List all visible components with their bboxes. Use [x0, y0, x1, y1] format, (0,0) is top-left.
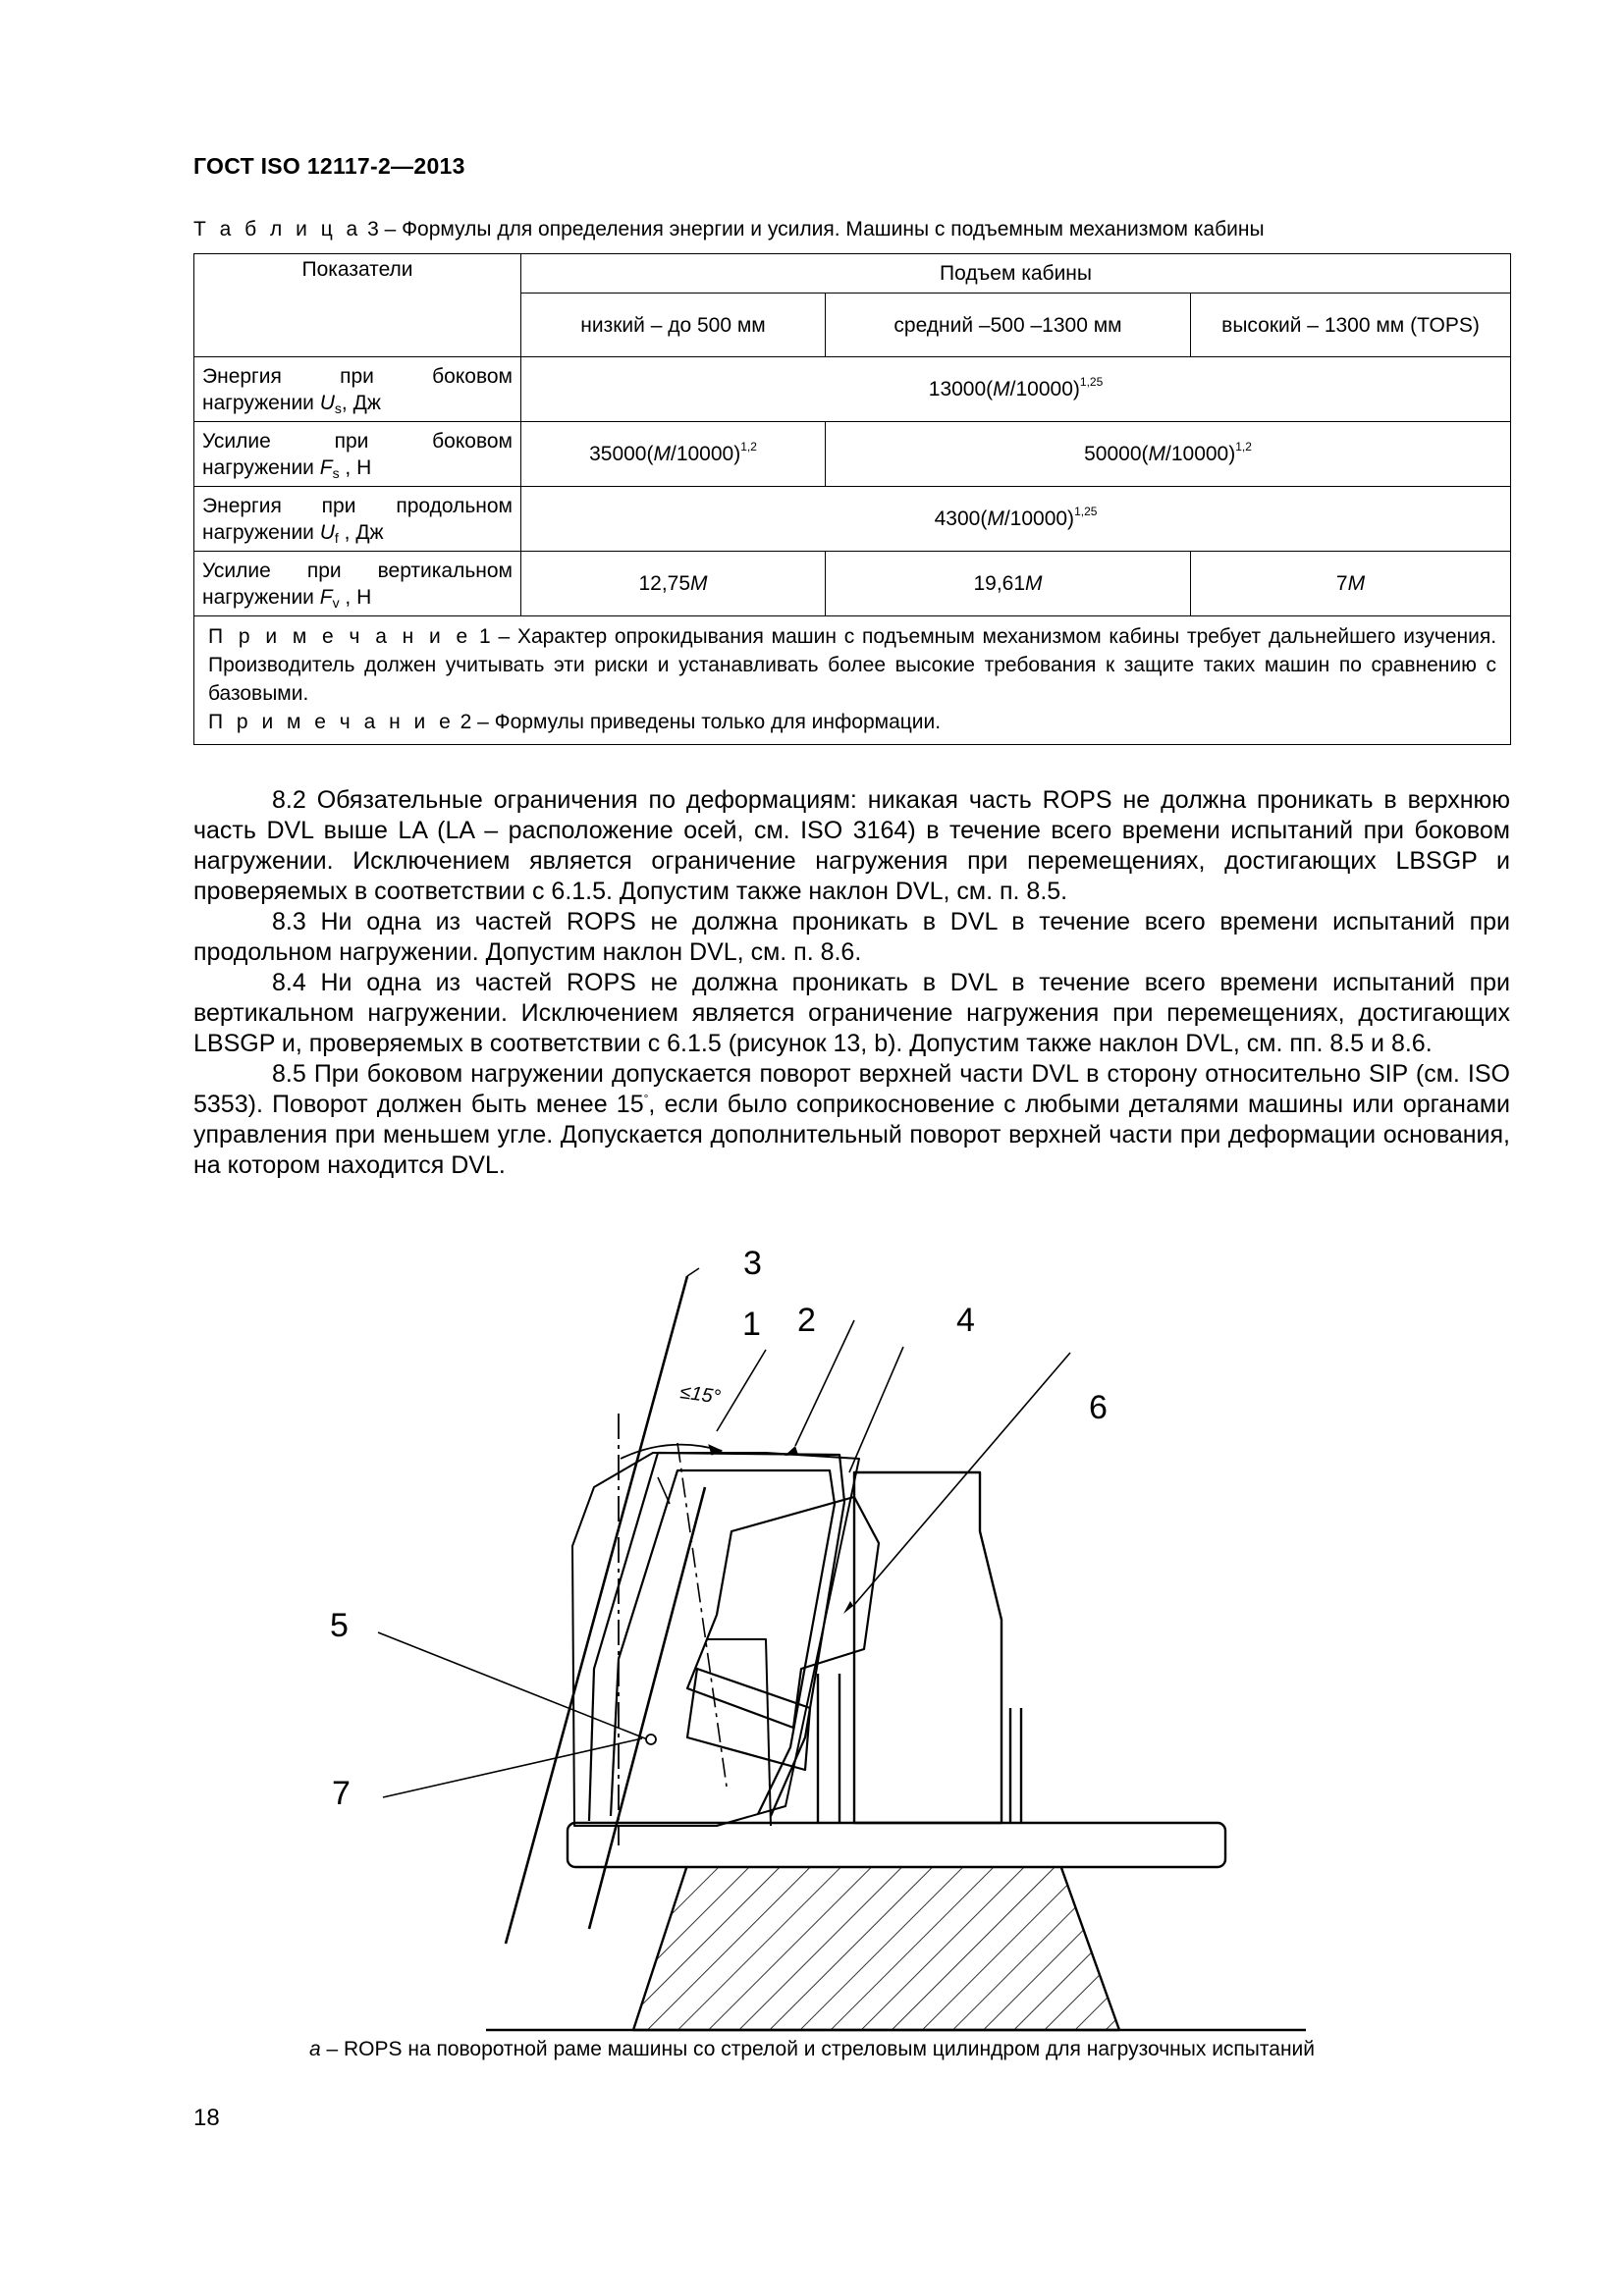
sip-point [646, 1735, 656, 1744]
table-cell: $35000(M/10000)^{1,2}$ [521, 422, 826, 487]
table-cell: 19,61M [826, 552, 1191, 616]
paragraph-8-2: 8.2 Обязательные ограничения по деформациям: никакая часть ROPS не должна проникать в верхнюю часть DVL выше LA (LA – расположение осей, см. ISO 3164) в течение всего времени испытаний при боковом нагружении. Исключением является ограничение нагружения при перемещениях, достигающих LBSGP и проверяемых в соответствии с 6.1.5. Допустим также наклон DVL, см. п. 8.5. [193, 786, 1510, 905]
label-6: 6 [1089, 1389, 1108, 1426]
table-notes [194, 616, 1511, 745]
table-row [194, 552, 1511, 616]
column-header-indicators: Показатели [194, 254, 521, 357]
column-header-cab-lift: Подъем кабины [521, 254, 1511, 294]
note-2: П р и м е ч а н и е 2 – Формулы приведены только для информации. [208, 711, 942, 733]
table-caption [193, 218, 1265, 241]
row-label: Усилие при вертикальном нагружении $F_v$ , Н [194, 552, 521, 616]
row-label: Энергия при продольном нагружении $U_f$ , Дж [194, 487, 521, 552]
table-row [194, 422, 1511, 487]
table-row [194, 357, 1511, 422]
table-cell: $50000(M/10000)^{1,2}$ [826, 422, 1511, 487]
table-caption-word: Т а б л и ц а [193, 218, 362, 240]
note-1: П р и м е ч а н и е 1 – Характер опрокидывания машин с подъемным механизмом кабины требует дальнейшего изучения. Производитель должен учитывать эти риски и устанавливать более высокие требования к защите таких машин по сравнению с базовыми. [208, 625, 1497, 705]
dvl-volume [687, 1497, 879, 1770]
figure-caption: a – ROPS на поворотной раме машины со стрелой и стреловым цилиндром для нагрузочных испытаний [308, 2038, 1316, 2060]
column-header-high: высокий – 1300 мм (TOPS) [1191, 294, 1511, 357]
table-cell: 12,75M [521, 552, 826, 616]
angle-label: ≤15° [678, 1381, 723, 1409]
paragraph-8-4: 8.4 Ни одна из частей ROPS не должна проникать в DVL в течение всего времени испытаний при вертикальном нагружении. Исключением является ограничение нагружения при перемещениях, достигающих LBSGP и, проверяемых в соответствии с 6.1.5 (рисунок 13, b). Допустим также наклон DVL, см. пп. 8.5 и 8.6. [193, 969, 1510, 1057]
paragraph-8-5: 8.5 При боковом нагружении допускается поворот верхней части DVL в сторону относительно SIP (см. ISO 5353). Поворот должен быть менее 15°, если было соприкосновение с любыми деталями машины или органами управления при меньшем угле. Допускается дополнительный поворот верхней части при деформации основания, на котором находится DVL. [193, 1060, 1511, 1179]
paragraph-8-3: 8.3 Ни одна из частей ROPS не должна проникать в DVL в течение всего времени испытаний при продольном нагружении. Допустим наклон DVL, см. п. 8.6. [193, 908, 1510, 966]
table-cell: 7M [1191, 552, 1511, 616]
base-frame [568, 1823, 1225, 1867]
label-7: 7 [332, 1775, 351, 1812]
leader-3 [687, 1268, 699, 1276]
column-header-low: низкий – до 500 мм [521, 294, 826, 357]
label-5: 5 [330, 1607, 349, 1644]
cab-body [854, 1472, 1001, 1823]
rops-figure [330, 1245, 1335, 2042]
table-cell: $4300(M/10000)^{1,25}$ [521, 487, 1511, 552]
label-4: 4 [956, 1302, 975, 1339]
row-label: Энергия при боковом нагружении $U_s$, Дж [194, 357, 521, 422]
column-header-medium: средний –500 –1300 мм [826, 294, 1191, 357]
label-3: 3 [743, 1245, 762, 1282]
formula-table [193, 253, 1511, 745]
angle-arc [621, 1445, 722, 1459]
table-caption-text: 3 – Формулы для определения энергии и усилия. Машины с подъемным механизмом кабины [361, 218, 1265, 240]
row-label: Усилие при боковом нагружении $F_s$ , Н [194, 422, 521, 487]
body-paragraphs [193, 785, 1510, 1181]
rops-frame-back [707, 1639, 771, 1826]
table-row [194, 487, 1511, 552]
pedestal [633, 1865, 1119, 2030]
leaders [378, 1320, 1070, 1797]
label-2: 2 [797, 1302, 816, 1339]
document-header: ГОСТ ISO 12117-2—2013 [193, 153, 465, 179]
table-cell: $13000(M/10000)^{1,25}$ [521, 357, 1511, 422]
label-1: 1 [742, 1306, 761, 1343]
page-number: 18 [193, 2105, 220, 2131]
